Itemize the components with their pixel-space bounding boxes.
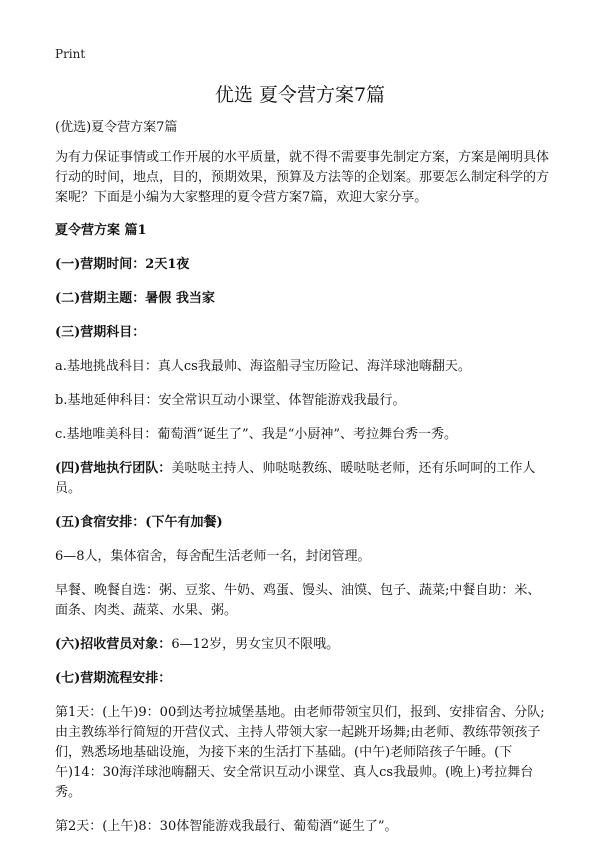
subject-a: a.基地挑战科目：真人cs我最帅、海盗船寻宝历险记、海洋球池嗨翻天。 [55, 359, 471, 374]
subject-c: c.基地唯美科目：葡萄酒“诞生了”、我是“小厨神”、考拉舞台秀一秀。 [55, 427, 457, 442]
meals-heading: (五)食宿安排：(下午有加餐) [55, 515, 223, 530]
section-title: 夏令营方案 篇1 [55, 223, 147, 238]
team-label: (四)营地执行团队： [55, 461, 172, 476]
day1-schedule: 第1天：(上午)9：00到达考拉城堡基地。由老师带领宝贝们，报到、安排宿舍、分队;由主教练举行简短的开营仪式、主持人带领大家一起跳开场舞;由老师、教练带领孩子们，熟悉场地基础设施，为接下来的生活打下基础。(中午)老师陪孩子午睡。(下午)14：30海洋球池嗨翻天、安全常识互动小课堂、真人cs我最帅。(晚上)考拉舞台秀。 [55, 705, 545, 800]
meals-paragraph: 早餐、晚餐自选：粥、豆浆、牛奶、鸡蛋、馒头、油馍、包子、蔬菜;中餐自助：米、面条、肉类、蔬菜、水果、粥。 [55, 583, 541, 618]
day2-schedule: 第2天：(上午)8：30体智能游戏我最行、葡萄酒“诞生了”。 [55, 819, 398, 834]
team-paragraph [55, 459, 550, 499]
enrollment-text: 6—12岁，男女宝贝不限哦。 [171, 637, 340, 652]
intro-paragraph: 为有力保证事情或工作开展的水平质量，就不得不需要事先制定方案，方案是阐明具体行动的时间，地点，目的，预期效果，预算及方法等的企划案。那要怎么制定科学的方案呢？下面是小编为大家整理的夏令营方案7篇，欢迎大家分享。 [55, 150, 550, 205]
schedule-heading: (七)营期流程安排： [55, 671, 172, 686]
print-label: Print [55, 47, 86, 61]
document-body [55, 118, 550, 851]
camp-time: (一)营期时间：2天1夜 [55, 257, 190, 272]
subject-b: b.基地延伸科目：安全常识互动小课堂、体智能游戏我最行。 [55, 393, 406, 408]
dorm-paragraph: 6—8人，集体宿舍，每舍配生活老师一名，封闭管理。 [55, 549, 371, 564]
camp-subjects-heading: (三)营期科目： [55, 325, 146, 340]
camp-theme: (二)营期主题：暑假 我当家 [55, 291, 215, 306]
enrollment-label: (六)招收营员对象： [55, 637, 172, 652]
team-text: 美哒哒主持人、帅哒哒教练、暖哒哒老师，还有乐呵呵的工作人员。 [55, 461, 536, 496]
document-title: 优选 夏令营方案7篇 [214, 84, 386, 106]
enrollment-paragraph [55, 635, 550, 655]
document-subtitle: (优选)夏令营方案7篇 [55, 120, 178, 135]
